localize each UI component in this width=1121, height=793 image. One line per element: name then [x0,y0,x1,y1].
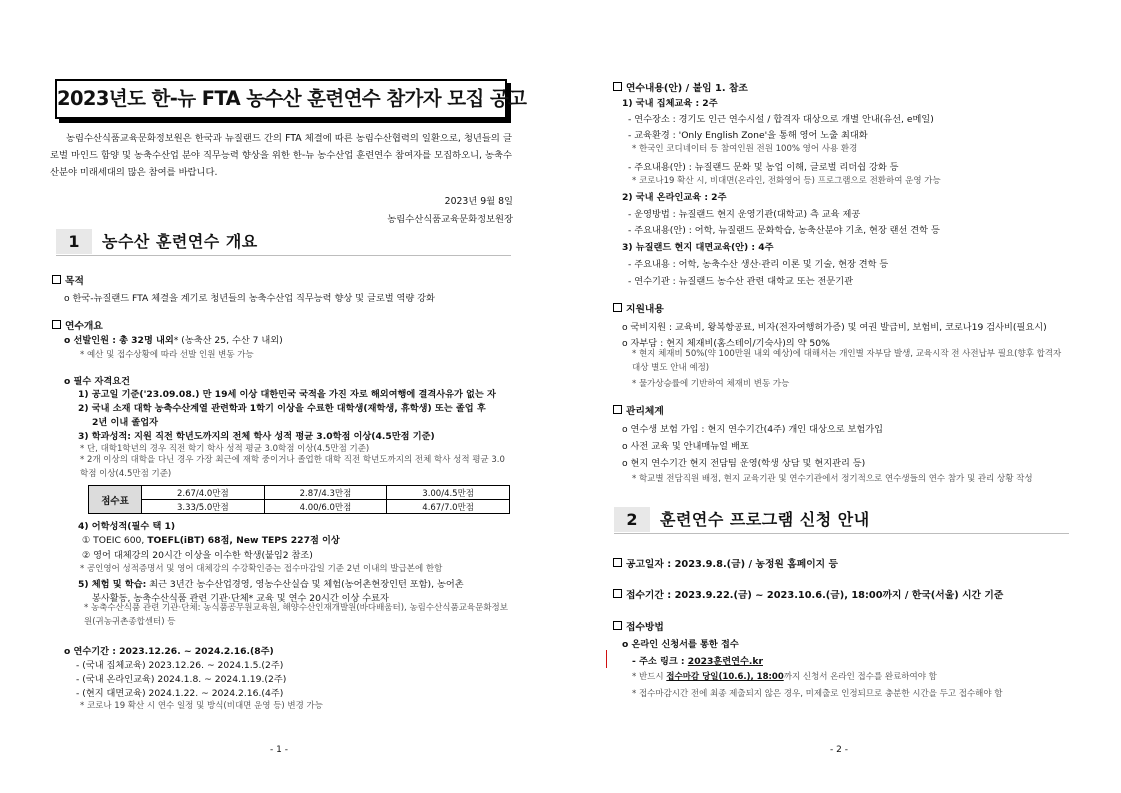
domestic-training-item-3: - 주요내용(안) : 뉴질랜드 문화 및 농업 이해, 글로벌 리더쉽 강화 등 [628,162,899,173]
issuer-name: 농림수산식품교육문화정보원장 [387,214,513,225]
period-note: * 코로나 19 확산 시 연수 일정 및 방식(비대면 운영 등) 변경 가능 [80,701,323,711]
nz-training-item-1: - 주요내용 : 어학, 농축수산 생산·관리 이론 및 기술, 현장 견학 등 [628,259,889,270]
nz-training-item-2: - 연수기관 : 뉴질랜드 농수산 관련 대학교 또는 전문기관 [628,276,854,287]
square-bullet-icon [613,558,622,567]
announcement-date: 2023년 9월 8일 [444,196,513,207]
language-option-2: ② 영어 대체강의 20시간 이상을 이수한 학생(붙임2 참조) [82,550,313,561]
document-title: 2023년도 한-뉴 FTA 농수산 훈련연수 참가자 모집 공고 [55,79,507,119]
table-row [89,500,510,514]
domestic-training-item-2: - 교육환경 : 'Only English Zone'을 통해 영어 노출 최대화 [628,130,868,141]
method-note-2: * 접수마감시간 전에 최종 제출되지 않은 경우, 미제출로 인정되므로 충분한 시간을 두고 접수해야 함 [632,689,1003,699]
management-item-3: o 현지 연수기간 현지 전담팀 운영(학생 상담 및 현지관리 등) [622,458,866,469]
table-cell: 3.33/5.0만점 [142,500,265,514]
domestic-training-note-1: * 한국인 코디네이터 등 참여인원 전원 100% 영어 사용 환경 [632,144,858,154]
square-bullet-icon [52,320,61,329]
page-number: - 2 - [830,745,848,755]
support-note-2: * 물가상승률에 기반하여 체재비 변동 가능 [632,379,790,389]
page-2 [560,0,1121,793]
management-note: * 학교별 전담직원 배정, 현지 교육기관 및 연수기관에서 정기적으로 연수생들의 연수 참가 및 관리 상황 작성 [632,474,1033,484]
section-underline [614,533,1069,534]
overview-heading: 연수개요 [52,318,103,332]
requirement-5-cont: 봉사활동, 농축수산식품 관련 기관·단체* 교육 및 연수 20시간 이상 수료자 [92,593,389,604]
table-cell: 4.00/6.0만점 [264,500,387,514]
online-training-item-1: - 운영방법 : 뉴질랜드 현지 운영기관(대학교) 측 교육 제공 [628,209,861,220]
support-note-1: * 현지 체재비 50%(약 100만원 내외 예상)에 대해서는 개인별 자부담 발생, 교육시작 전 사전납부 필요(향후 합격자 대상 별도 안내 예정) [632,349,1062,373]
method-item-1: o 온라인 신청서를 통한 접수 [622,639,739,650]
score-table [88,485,510,514]
method-heading: 접수방법 [613,619,664,633]
period-item-1: - (국내 집체교육) 2023.12.26. ~ 2024.1.5.(2주) [76,660,284,671]
notice-date: 공고일자 : 2023.9.8.(금) / 농정원 홈페이지 등 [613,556,838,570]
support-item-1: o 국비지원 : 교육비, 왕복항공료, 비자(전자여행허가증) 및 여권 발급비, 보험비, 코로나19 검사비(필요시) [622,322,1047,333]
score-table-header: 점수표 [89,486,142,514]
application-period: 접수기간 : 2023.9.22.(금) ~ 2023.10.6.(금), 18:00까지 / 한국(서울) 시간 기준 [613,587,1003,601]
support-item-2: o 자부담 : 현지 체재비(홈스테이/기숙사)의 약 50% [622,338,830,349]
selection-note: * 예산 및 접수상황에 따라 선발 인원 변동 가능 [80,350,254,360]
page-1 [0,0,560,793]
square-bullet-icon [52,275,61,284]
period-heading: o 연수기간 : 2023.12.26. ~ 2024.2.16.(8주) [64,646,274,657]
period-item-2: - (국내 온라인교육) 2024.1.8. ~ 2024.1.19.(2주) [76,674,287,685]
requirement-5: 5) 체험 및 학습: 최근 3년간 농수산업경영, 영농수산실습 및 체험(농어촌현장인턴 포함), 농어촌 [78,579,464,590]
requirement-2-cont: 2년 이내 졸업자 [92,417,159,428]
management-heading: 관리체계 [613,403,664,417]
period-item-3: - (현지 대면교육) 2024.1.22. ~ 2024.2.16.(4주) [76,688,284,699]
section-2-header [614,507,1069,532]
square-bullet-icon [613,405,622,414]
requirement-5-note: * 농축수산식품 관련 기관·단체: 농식품공무원교육원, 해양수산인재개발원(바다배움터), 농림수산식품교육문화정보원(귀농귀촌종합센터) 등 [84,603,508,627]
section-title: 훈련연수 프로그램 신청 안내 [660,510,870,529]
text-cursor-mark [606,650,607,668]
domestic-training-note-2: * 코로나19 확산 시, 비대면(온라인, 전화영어 등) 프로그램으로 전환하여 운영 가능 [632,176,941,186]
section-underline [56,255,511,256]
domestic-training-heading: 1) 국내 집체교육 : 2주 [622,98,718,109]
purpose-heading: 목적 [52,273,84,287]
language-option-1: ① TOEIC 600, TOEFL(iBT) 68점, New TEPS 227점 이상 [82,535,340,546]
section-1-header [56,229,511,254]
table-cell: 2.67/4.0만점 [142,486,265,500]
section-title: 농수산 훈련연수 개요 [102,232,258,251]
domestic-training-item-1: - 연수장소 : 경기도 인근 연수시설 / 합격자 대상으로 개별 안내(유선, e메일) [628,114,934,125]
requirement-3-note-2: * 2개 이상의 대학을 다닌 경우 가장 최근에 재학 중이거나 졸업한 대학 직전 학년도까지의 전체 학사 성적 평균 3.0학점 이상(4.5만점 기준) [80,455,505,479]
support-heading: 지원내용 [613,301,664,315]
application-link: - 주소 링크 : 2023훈련연수.kr [632,656,763,667]
square-bullet-icon [613,82,622,91]
requirement-2: 2) 국내 소재 대학 농축수산계열 관련학과 1학기 이상을 수료한 대학생(재학생, 휴학생) 또는 졸업 후 [78,403,486,414]
language-note: * 공인영어 성적증명서 및 영어 대체강의 수강확인증는 접수마감일 기준 2년 이내의 발급본에 한함 [80,564,443,574]
table-cell: 2.87/4.3만점 [264,486,387,500]
method-note-1: * 반드시 접수마감 당일(10.6.), 18:00까지 신청서 온라인 접수를 완료하여야 함 [632,672,937,682]
purpose-text: o 한국-뉴질랜드 FTA 체결을 계기로 청년들의 농축수산업 직무능력 향상 및 글로벌 역량 강화 [64,293,435,304]
intro-paragraph: 농림수산식품교육문화정보원은 한국과 뉴질랜드 간의 FTA 체결에 따른 농림수산협력의 일환으로, 청년들의 글로벌 마인드 함양 및 농축수산업 분야 직무능력 향상을 위한 한-뉴 농수산업 훈련연수 참여자를 모집하오니, 농축수산분야 미래세대의 많은 참여를 바랍니다. [50,133,512,178]
requirement-1: 1) 공고일 기준('23.09.08.) 만 19세 이상 대한민국 국적을 가진 자로 해외여행에 결격사유가 없는 자 [78,389,496,400]
requirement-3: 3) 학과성적: 지원 직전 학년도까지의 전체 학사 성적 평균 3.0학점 이상(4.5만점 기준) [78,431,435,442]
application-url-link[interactable]: 2023훈련연수.kr [687,656,763,667]
square-bullet-icon [613,589,622,598]
table-cell: 4.67/7.0만점 [387,500,510,514]
content-heading: 연수내용(안) / 붙임 1. 참조 [613,80,748,94]
page-number: - 1 - [270,745,288,755]
online-training-heading: 2) 국내 온라인교육 : 2주 [622,192,727,203]
requirement-3-note-1: * 단, 대학1학년의 경우 직전 학기 학사 성적 평균 3.0학점 이상(4.5만점 기준) [80,444,370,454]
square-bullet-icon [613,621,622,630]
table-cell: 3.00/4.5만점 [387,486,510,500]
section-number: 2 [614,507,650,532]
management-item-2: o 사전 교육 및 안내매뉴얼 배포 [622,441,749,452]
table-row [89,486,510,500]
requirements-heading: o 필수 자격요건 [64,376,130,387]
management-item-1: o 연수생 보험 가입 : 현지 연수기간(4주) 개인 대상으로 보험가입 [622,424,884,435]
requirement-4: 4) 어학성적(필수 택 1) [78,521,176,532]
section-number: 1 [56,229,92,254]
nz-training-heading: 3) 뉴질랜드 현지 대면교육(안) : 4주 [622,242,774,253]
square-bullet-icon [613,303,622,312]
selection-count: o 선발인원 : 총 32명 내외* (농축산 25, 수산 7 내외) [64,335,283,346]
online-training-item-2: - 주요내용(안) : 어학, 뉴질랜드 문화학습, 농축산분야 기초, 현장 랜선 견학 등 [628,225,940,236]
